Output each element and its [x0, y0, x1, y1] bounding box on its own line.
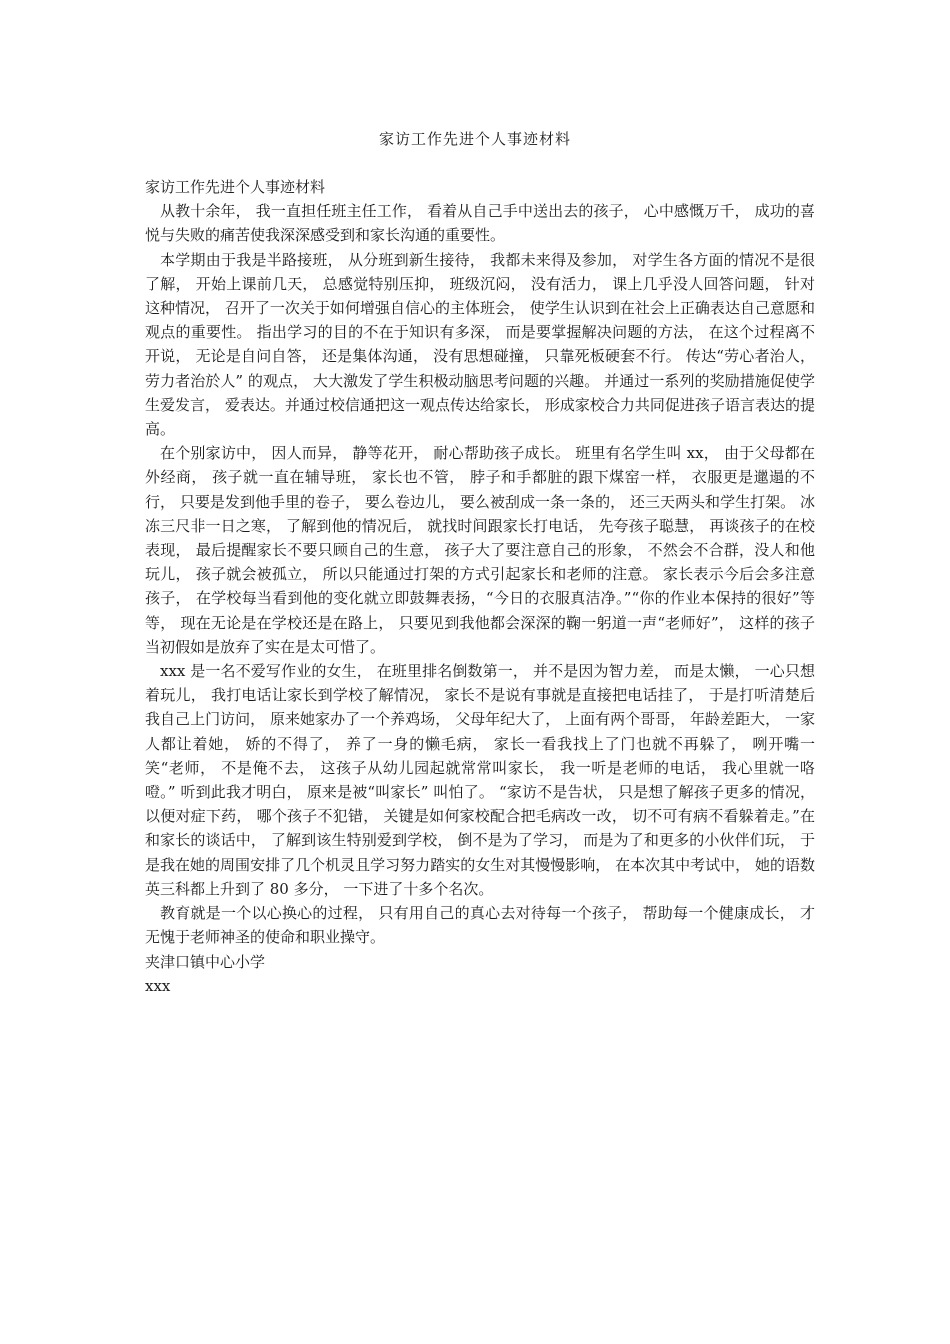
- document-title: 家访工作先进个人事迹材料: [378, 130, 571, 148]
- paragraph-5: 教育就是一个以心换心的过程， 只有用自己的真心去对待每一个孩子， 帮助每一个健康成长， 才无愧于老师神圣的使命和职业操守。: [145, 904, 815, 947]
- paragraph-4: xxx 是一名不爱写作业的女生， 在班里排名倒数第一， 并不是因为智力差， 而是太懒， 一心只想着玩儿， 我打电话让家长到学校了解情况， 家长不是说有事就是直接把电话挂了， 于是打听清楚后我自己上门访问， 原来她家办了一个养鸡场， 父母年纪大了， 上面有两个哥哥， 年龄差距大， 一家人都让着她， 娇的不得了， 养了一身的懒毛病， 家长一看我找上了门也就不再躲了， 咧开嘴一笑“老师， 不是俺不去， 这孩子从幼儿园起就常常叫家长， 我一听是老师的电话， 我心里就一咯噔。” 听到此我才明白， 原来是被“叫家长” 叫怕了。 “家访不是告状， 只是想了解孩子更多的情况， 以便对症下药， 哪个孩子不犯错， 关键是如何家校配合把毛病改一改， 切不可有病不看躲着走。”在和家长的谈话中， 了解到该生特别爱到学校， 倒不是为了学习， 而是为了和更多的小伙伴们玩， 于是我在她的周围安排了几个机灵且学习努力踏实的女生对其慢慢影响， 在本次其中考试中， 她的语数英三科都上升到了 80 多分， 一下进了十多个名次。: [145, 662, 815, 898]
- document-subtitle: 家访工作先进个人事迹材料: [145, 178, 326, 196]
- paragraph-2: 本学期由于我是半路接班， 从分班到新生接待， 我都未来得及参加， 对学生各方面的情况不是很了解， 开始上课前几天， 总感觉特别压抑， 班级沉闷， 没有活力， 课上几乎没人回答问题， 针对这种情况， 召开了一次关于如何增强自信心的主体班会， 使学生认识到在社会上正确表达自己意愿和观点的重要性。 指出学习的目的不在于知识有多深， 而是要掌握解决问题的方法， 在这个过程离不开说， 无论是自问自答， 还是集体沟通， 没有思想碰撞， 只靠死板硬套不行。 传达“劳心者治人， 劳力者治於人” 的观点， 大大激发了学生积极动脑思考问题的兴趣。 并通过一系列的奖励措施促使学生爱发言， 爱表达。并通过校信通把这一观点传达给家长， 形成家校合力共同促进孩子语言表达的提高。: [145, 250, 815, 439]
- signature-author: xxx: [145, 976, 171, 995]
- signature-school: 夹津口镇中心小学: [145, 952, 266, 971]
- paragraph-3: 在个别家访中， 因人而异， 静等花开， 耐心帮助孩子成长。 班里有名学生叫 xx， 由于父母都在外经商， 孩子就一直在辅导班， 家长也不管， 脖子和手都脏的跟下煤窑一样， 衣服更是邋遢的不行， 只要是发到他手里的卷子， 要么卷边儿， 要么被刮成一条一条的， 还三天两头和学生打架。 冰冻三尺非一日之寒， 了解到他的情况后， 就找时间跟家长打电话， 先夸孩子聪慧， 再谈孩子的在校表现， 最后提醒家长不要只顾自己的生意， 孩子大了要注意自己的形象， 不然会不合群，没人和他玩儿， 孩子就会被孤立， 所以只能通过打架的方式引起家长和老师的注意。 家长表示今后会多注意孩子， 在学校每当看到他的变化就立即鼓舞表扬，“今日的衣服真洁净。”“你的作业本保持的很好”等等， 现在无论是在学校还是在路上， 只要见到我他都会深深的鞠一躬道一声“老师好”， 这样的孩子当初假如是放弃了实在是太可惜了。: [145, 444, 815, 656]
- paragraph-1: 从教十余年， 我一直担任班主任工作， 看着从自己手中送出去的孩子， 心中感慨万千， 成功的喜悦与失败的痛苦使我深深感受到和家长沟通的重要性。: [145, 202, 815, 245]
- document-body: [145, 175, 815, 998]
